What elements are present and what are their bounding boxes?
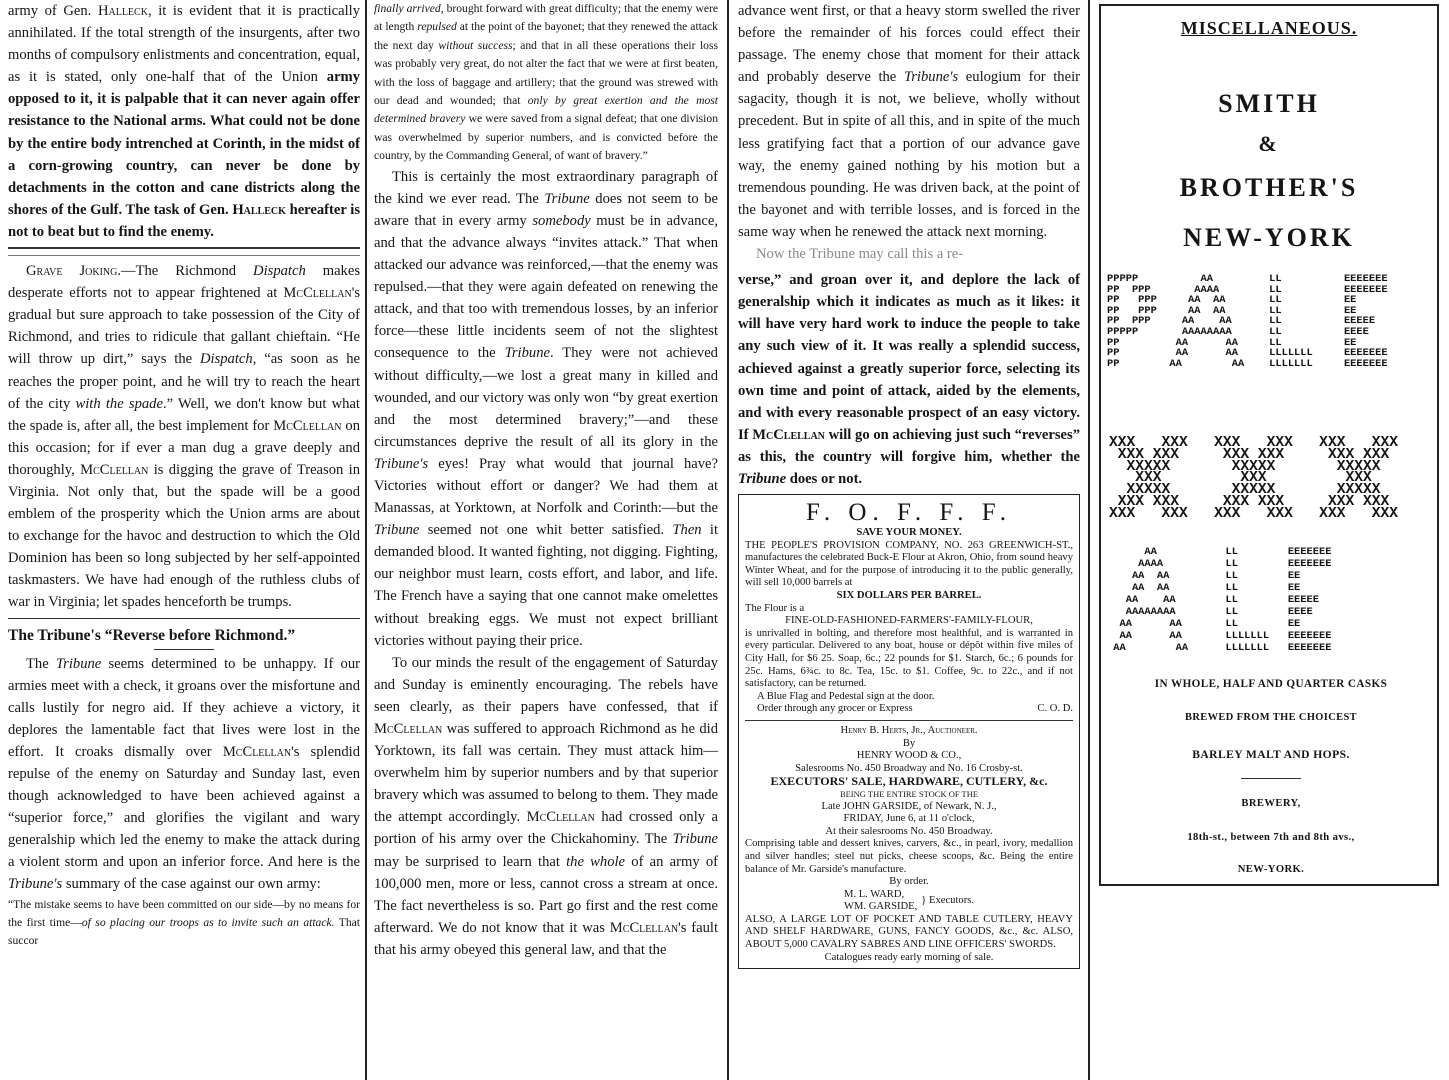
paragraph <box>738 269 1080 490</box>
text-run: Tribune <box>55 655 102 672</box>
text-run: Tribune <box>672 831 718 848</box>
paragraph <box>738 0 1080 243</box>
text-run: That succor <box>8 915 360 948</box>
column-rule <box>1088 0 1090 1080</box>
ad-line: By <box>902 737 916 749</box>
ad-line: Late JOHN GARSIDE, of Newark, N. J., <box>821 800 997 812</box>
name-halleck: Halleck <box>232 201 286 218</box>
text-run: makes desperate efforts not to appear frightened at <box>8 263 361 302</box>
text-run: of an army of 100,000 men, more or less, cannot cross a stream at once. The fact nevertheless is so. Part go first and the rest come afterward. We do not know that it was <box>374 853 718 936</box>
text-run: will go on achieving just such “reverses” as this, the country will forgive him, whether the <box>738 426 1080 465</box>
text-run: it demanded blood. It wanted fighting, not digging. Fighting, our neighbor must learn, costs effort, and labor, and life. The French have a saying that one cannot make omelettes without breaking eggs. We must not expect brilliant victories without paying their price. <box>374 522 718 649</box>
text-run: army of Gen. <box>8 3 98 19</box>
ad-line: SIX DOLLARS PER BARREL. <box>836 590 982 602</box>
ad-line: Catalogues ready early morning of sale. <box>824 951 994 963</box>
section-divider <box>8 247 360 256</box>
text-run: Tribune <box>504 345 550 362</box>
text-run: Dispatch <box>199 351 253 368</box>
text-run: without success <box>438 38 513 52</box>
text-run: does or not. <box>786 470 863 487</box>
ad-line <box>745 703 1073 716</box>
brand-line: & <box>1258 131 1280 156</box>
text-run: 's splendid repulse of the enemy on Saturday and Sunday last, even though acknowledged to have been achieved against a “superior force,” and glorifies the vigilant and wary generalship which led the enemy to make the attack during a violent storm and upon an inferior force. And here is the <box>8 743 361 871</box>
column-rule <box>727 0 729 1080</box>
ale-letter-art: AA LL EEEEEEE AAAA LL EEEEEEE AA AA LL EE AA AA LL EE AA AA LL EEEEE AAAAAAAA LL EEEE AA AA LL EE AA AA LLLLLLL EEEEEEE AA AA LLLLLLL EEEEEEE <box>1113 546 1332 654</box>
ad-line: HENRY WOOD & CO., <box>856 750 962 762</box>
text-run: does not seem to be aware that in every army <box>374 190 718 229</box>
text-run: The <box>26 655 56 672</box>
text-run: Tribune <box>738 470 787 487</box>
name-mcclellan: McClellan <box>80 461 149 478</box>
ad-executors <box>745 889 1073 914</box>
text-run: at the point of the bayonet; that they renewed the attack the next day <box>374 20 718 52</box>
text-run: This is certainly the most extraordinary paragraph of the kind we ever read. The <box>374 168 718 207</box>
name-mcclellan: McClellan <box>526 809 595 826</box>
text-run: army opposed to it, it is palpable that it can never again offer resistance to the National arms. What could not be done by the entire body intrenched at Corinth, in the midst of a corn-growing country, can never be done by detachments in the cotton and cane districts along the shores of the Gulf. The task of Gen. <box>8 69 360 218</box>
tribune-quote <box>8 896 360 951</box>
ad-line: IN WHOLE, HALF AND QUARTER CASKS <box>1154 678 1388 690</box>
text-run: with the spade <box>75 395 163 412</box>
text-run: only by great exertion and the most determined bravery <box>374 94 719 126</box>
text-run: “The mistake seems to have been committed on our side—by no means for the first time— <box>8 897 360 929</box>
ad-line: BARLEY MALT AND HOPS. <box>1192 748 1350 761</box>
text-run: ; and that in all these operations their loss was probably very great, do not alter the fact that we were at first beaten, with the loss of baggage and artillery; that the ground was strewed with our dead and wounded; that <box>374 38 718 108</box>
column-2 <box>372 0 720 1080</box>
miscellaneous-ad <box>1099 4 1439 886</box>
brand-line: BROTHER'S <box>1179 173 1359 202</box>
name-halleck: Halleck <box>97 3 148 19</box>
text-run: may be surprised to learn that <box>374 853 567 870</box>
ad-line: The Flour is a <box>745 602 805 614</box>
ad-divider <box>1241 778 1301 779</box>
ad-line: BEING THE ENTIRE STOCK OF THE <box>839 788 979 799</box>
text-run: is digging the grave of Treason in Virginia. Not only that, but the spade will be a good emblem of the prosperity which the Union arms are about to exchange for the havoc and destruction to which the Old Dominion has been so long subjected by her self-appointed taskmasters. We have had enough of the ruthless clubs of war in Virginia; let spades henceforth be trumps. <box>8 461 360 611</box>
column-3 <box>736 0 1082 1080</box>
name-mcclellan: McClellan <box>374 721 443 737</box>
ad-line: BREWED FROM THE CHOICEST <box>1185 712 1357 723</box>
text-run: .” Well, we don't know but what the spade is, after all, the best implement for <box>8 395 360 434</box>
text-run: Tribune's <box>903 69 959 86</box>
ad-paragraph: ALSO, A LARGE LOT OF POCKET AND TABLE CUTLERY, HEAVY AND SHELF HARDWARE, GUNS, FANCY GOODS, &c., &c. ALSO, ABOUT 5,000 CAVALRY SABRES AND LINE OFFICERS' SWORDS. <box>745 913 1073 951</box>
text-run: advance went first, or that a heavy storm swelled the river before the remainder of his forces could effect their passage. The enemy chose that moment for their attack and probably deserve the <box>738 3 1080 86</box>
text-run: we were saved from a signal defeat; that one division was overwhelmed by superior numbers, and is convicted before the country, by the Commanding General, of want of bravery.” <box>374 112 719 163</box>
text-run: of so placing our troops as to invite such an attack. <box>81 915 335 929</box>
text-run: , “as soon as he reaches the proper point, and he will try to reach the heart of the city <box>8 351 360 412</box>
ad-line: A Blue Flag and Pedestal sign at the door. <box>757 690 935 702</box>
text-run: hereafter is not to beat but to find the enemy. <box>8 201 360 240</box>
brand-line: SMITH <box>1218 89 1320 118</box>
text-run: Then <box>672 522 702 539</box>
ad-line: FRIDAY, June 6, at 11 o'clock, <box>843 813 975 825</box>
text-run: Tribune <box>544 190 590 207</box>
column-rule <box>365 0 367 1080</box>
ad-line: Henry B. Herts, Jr., Auctioneer. <box>840 724 978 736</box>
ad-line: EXECUTORS' SALE, HARDWARE, CUTLERY, &c. <box>770 774 1048 789</box>
text-run: , brought forward with great difficulty; that the enemy were at length <box>374 2 718 34</box>
text-run: finally arrived <box>374 2 441 15</box>
advertisement-box <box>738 494 1080 969</box>
text-run: was suffered to approach Richmond as he did Yorktown, its fall was certain. They must attack him—overwhelm him by superior numbers and by that superior bravery which was assumed to belong to them. They made the attempt accordingly. <box>374 721 718 826</box>
text-run: eulogium for their sagacity, though it is not, we believe, wholly without precedent. But in spite of all this, and in spite of the much less gratifying fact that a portion of our advance gave way, the enemy gained nothing by his motion but a tremendous pounding. He was driven back, at the point of the bayonet and with terrible losses, and is forced in the same way when he renewed the attack next morning. <box>738 69 1080 240</box>
ad-line: Salesrooms No. 450 Broadway and No. 16 Crosby-st. <box>795 762 1023 774</box>
text-run: Tribune <box>374 522 420 539</box>
ad-order: Order through any grocer or Express <box>757 703 913 715</box>
ad-line: SAVE YOUR MONEY. <box>856 527 962 539</box>
brand-line: NEW-YORK <box>1183 223 1355 252</box>
text-run: . They were not achieved without difficulty,—we lost a great many in killed and wounded, and our victory was only won “by great exertion and the most determined bravery;”—and these circumstances deprive the result of all its glory in the <box>374 345 718 450</box>
ad-line: M. L. WARD, <box>843 888 905 900</box>
headline-rule <box>154 649 214 650</box>
ad-line: } Executors. <box>921 894 975 906</box>
article-heading: Grave Joking. <box>26 263 121 280</box>
tribune-quote-continued <box>374 0 718 166</box>
pale-letter-art: PPPPP AA LL EEEEEEE PP PPP AAAA LL EEEEEEE PP PPP AA AA LL EE PP PPP AA AA LL EE PP PPP AA AA LL EEEEE PPPPP AAAAAAAA LL EEEE PP AA AA LL EE PP AA AA LLLLLLL EEEEEEE PP AA AA LLLLLLL EEEEEEE <box>1107 273 1388 370</box>
text-run: the whole <box>566 853 626 870</box>
tribune-article <box>8 653 360 896</box>
text-run: seems determined to be unhappy. If our armies meet with a check, it groans over the misfortune and calls lustily for negro aid. If they achieve a victory, it deplores the lamentable fact that lives were lost in the effort. It croaks dismally over <box>8 655 360 760</box>
text-run: Tribune's <box>8 876 63 893</box>
name-mcclellan: McClellan <box>273 417 342 434</box>
text-run: seemed not one whit better satisfied. <box>419 522 673 539</box>
text-run: summary of the case against our own army: <box>62 876 321 893</box>
faded-line: Now the Tribune may call this a re- <box>756 246 964 263</box>
ad-line: BREWERY, <box>1241 798 1301 809</box>
column-4 <box>1095 0 1447 1080</box>
ad-cod: C. O. D. <box>1037 703 1073 715</box>
text-run: eyes! Pray what would that journal have? Victories without effort or danger? We had them at Manassas, at Yorktown, at Norfolk and Corinth:—but the <box>374 455 718 517</box>
ad-paragraph: THE PEOPLE'S PROVISION COMPANY, NO. 263 GREENWICH-ST., manufactures the celebrated Buck-E Flour at Akron, Ohio, from sound heavy Winter Wheat, and for the purpose of introducing it to the public generally, will sell 10,000 barrels at <box>745 539 1073 589</box>
ad-title: F. O. F. F. F. <box>806 499 1012 527</box>
text-run: somebody <box>532 212 591 229</box>
ad-line: NEW-YORK. <box>1237 864 1305 875</box>
section-divider <box>8 618 360 619</box>
section-title: MISCELLANEOUS. <box>1180 18 1358 38</box>
text-run: verse,” and groan over it, and deplore the lack of generalship which it indicates as much as it likes: it will have very hard work to induce the people to take any such view of it. It was really a splendid success, achieved against a greatly superior force, selecting its own time and point of attack, aided by the elements, and with every reasonable prospect of an easy victory. If <box>738 272 1080 443</box>
xxx-letter-art: XXX XXX XXX XXX XXX XXX XXX XXX XXX XXX XXX XXX XXXXX XXXXX XXXXX XXX XXX XXX XXXXX XXXXX XXXXX XXX XXX XXX XXX XXX XXX XXX XXX XXX XXX XXX XXX <box>1109 435 1399 522</box>
name-mcclellan: McClellan <box>609 919 679 936</box>
text-run: repulsed <box>417 20 457 34</box>
paragraph <box>374 652 718 961</box>
text-run: , it is evident that it is practically annihilated. If the total strength of the insurgents, after two months of compulsory enlistments and concentration, equal, as it is stated, only one-half that of the Union <box>8 3 360 86</box>
grave-joking-article <box>8 260 360 614</box>
text-run: must be in advance, and that the advance always “invites attack.” That when attacked our advance was reinforced,—that the enemy was repulsed.—that they were again defeated on renewing the attack, and that too with tremendous losses, by an inferior force—these little incidents seem of not the slightest consequence to the <box>374 212 719 362</box>
column-1 <box>6 0 362 1080</box>
text-run: To our minds the result of the engagement of Saturday and Sunday is eminently encouraging. The rebels have seen clearly, as their papers have confessed, that if <box>374 654 718 715</box>
article-headline: The Tribune's “Reverse before Richmond.” <box>8 626 296 644</box>
halleck-article <box>8 0 360 243</box>
text-run: Tribune's <box>374 455 429 472</box>
ad-line: 18th-st., between 7th and 8th avs., <box>1187 832 1355 843</box>
ad-line: WM. GARSIDE, <box>843 901 918 913</box>
name-mcclellan: McClellan <box>752 426 825 443</box>
text-run: 's fault that his army obeyed this general law, and that the <box>374 919 718 958</box>
text-run: Dispatch <box>253 263 306 280</box>
paragraph <box>374 166 718 652</box>
name-mcclellan: McClellan <box>222 743 292 760</box>
text-run: on this occasion; for if ever a man dug a grave deeply and thoroughly, <box>8 417 360 478</box>
ad-line: FINE-OLD-FASHIONED-FARMERS'-FAMILY-FLOUR, <box>785 615 1033 627</box>
ad-paragraph: Comprising table and dessert knives, carvers, &c., in pearl, ivory, medallion and silver handles; steel nut picks, cheese scoops, &c. Being the entire balance of Mr. Garside's manufacture. <box>745 838 1073 875</box>
ad-executor-names <box>844 889 917 914</box>
text-run: had crossed only a portion of his army over the Chickahominy. The <box>374 809 718 848</box>
text-run: 's gradual but sure approach to take possession of the City of Richmond, and tries to ridicule that gallant chieftain. “He will throw up dirt,” says the <box>8 285 360 368</box>
ad-divider <box>745 720 1073 721</box>
text-run: —The Richmond <box>121 263 254 280</box>
ad-line: At their salesrooms No. 450 Broadway. <box>825 825 993 837</box>
name-mcclellan: McClellan <box>283 285 352 302</box>
ad-paragraph: is unrivalled in bolting, and therefore most healthful, and is warranted in every particular. Delivered to any boat, house or dépôt within five miles of City Hall, for $6 25. Soap, 6c.; 22 pounds for $1. Starch, 6c.; 6 pounds for 25c. Hams, 6¾c. to 8c. Tea, 15c. to $1. Coffee, 9c. to 22c., and if not satisfactory, can be returned. <box>745 627 1073 690</box>
ad-line: By order. <box>889 876 929 888</box>
